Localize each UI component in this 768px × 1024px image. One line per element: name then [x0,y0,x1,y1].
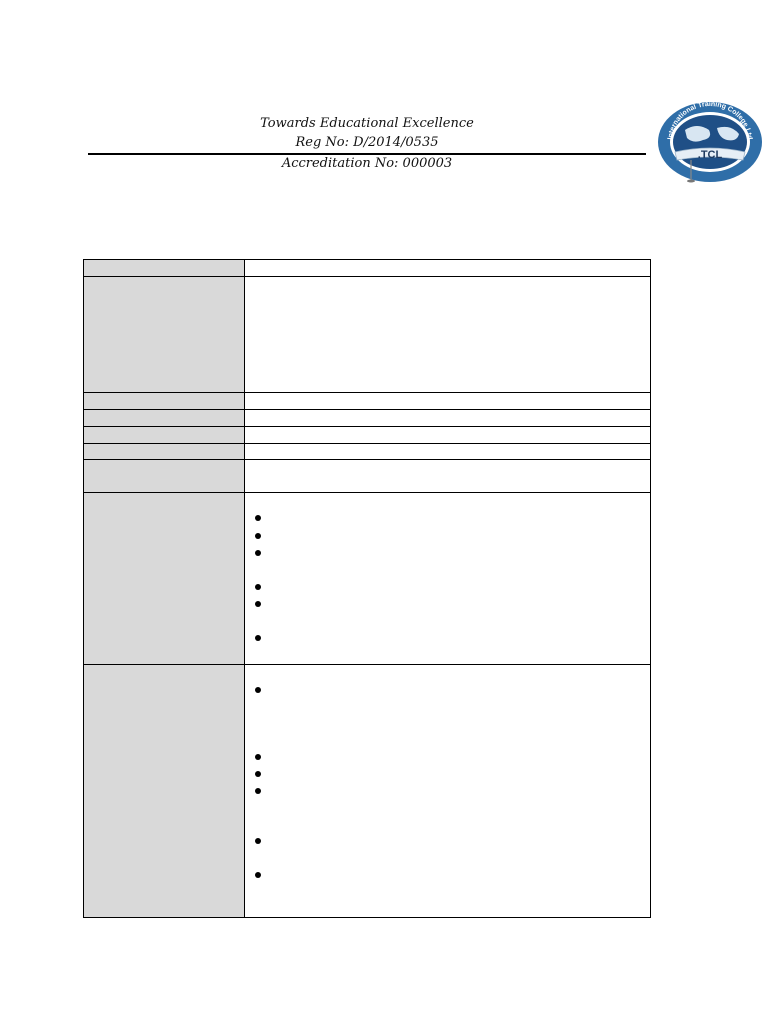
header-line-1: Towards Educational Excellence [260,116,474,131]
header-rule [88,153,646,155]
bullet-point [255,687,261,693]
row-label [84,260,245,277]
college-logo [655,100,765,185]
bullet-point [255,584,261,590]
bullet-point [255,533,261,539]
row-label [84,393,245,410]
row-label [84,410,245,427]
bullet-point [255,601,261,607]
row-value [245,427,651,444]
bullet-point [255,754,261,760]
bullet-point [255,771,261,777]
row-label [84,665,245,918]
logo-center-text: .TCL [697,149,723,161]
row-label [84,277,245,393]
row-value [245,260,651,277]
row-value [245,460,651,493]
row-value [245,277,651,393]
bullet-point [255,872,261,878]
table-row [84,665,651,918]
row-value [245,444,651,460]
table-row [84,427,651,444]
bullet-point [255,515,261,521]
logo-ring-text: International Training College Ltd [667,100,753,141]
table-row [84,444,651,460]
form-table [83,259,651,918]
row-label [84,427,245,444]
header-line-3: Accreditation No: 000003 [281,156,453,171]
table-row [84,277,651,393]
bullet-list [245,665,651,918]
table-row [84,460,651,493]
row-label [84,493,245,665]
bullet-point [255,838,261,844]
row-value [245,393,651,410]
bullet-point [255,550,261,556]
bullet-list [245,493,651,665]
bullet-point [255,788,261,794]
table-row [84,410,651,427]
row-value [245,410,651,427]
header-line-2: Reg No: D/2014/0535 [295,135,439,150]
table-row [84,493,651,665]
row-label [84,460,245,493]
bullet-point [255,635,261,641]
table-row [84,393,651,410]
table-row [84,260,651,277]
row-label [84,444,245,460]
